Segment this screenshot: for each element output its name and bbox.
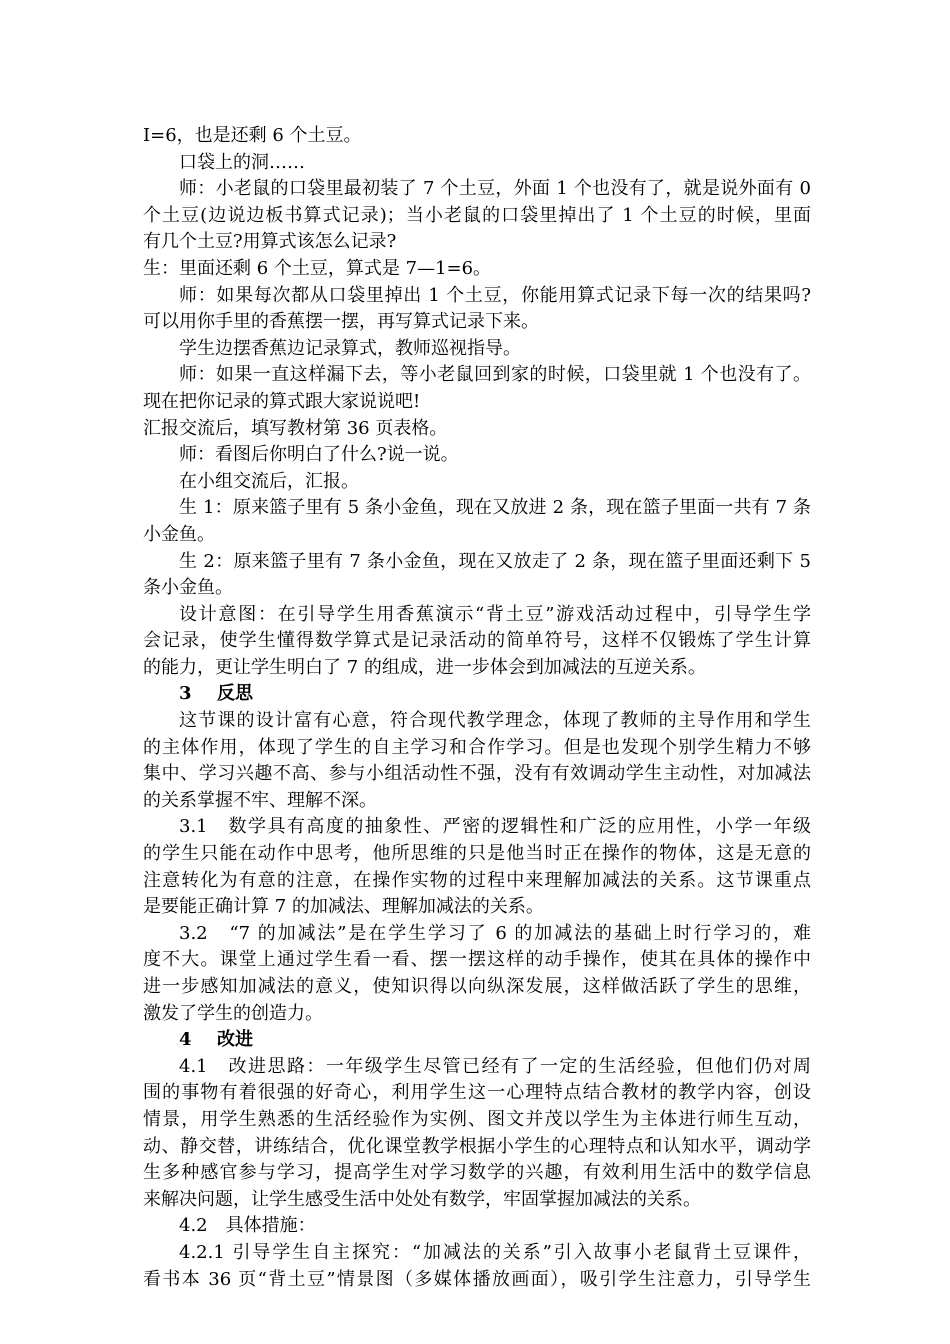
text-line: 生多种感官参与学习，提高学生对学习数学的兴趣，有效利用生活中的数学信息 (143, 1162, 811, 1184)
text-line: 注意转化为有意的注意，在操作实物的过程中来理解加减法的关系。这节课重点 (143, 869, 811, 891)
text-line: 4.1 改进思路：一年级学生尽管已经有了一定的生活经验，但他们仍对周 (179, 1055, 811, 1077)
text-line: 围的事物有着很强的好奇心，利用学生这一心理特点结合教材的教学内容，创设 (143, 1082, 811, 1104)
text-line: 现在把你记录的算式跟大家说说吧! (143, 390, 421, 412)
text-line: 的学生只能在动作中思考，他所思维的只是他当时正在操作的物体，这是无意的 (143, 843, 811, 865)
section-title: 改进 (217, 1029, 253, 1051)
text-line: 是要能正确计算 7 的加减法、理解加减法的关系。 (143, 896, 544, 918)
section-heading-4 (143, 1027, 811, 1054)
section-heading-3 (143, 681, 811, 708)
text-line: 生 2：原来篮子里有 7 条小金鱼，现在又放走了 2 条，现在篮子里面还剩下 5 (179, 550, 811, 572)
text-line: 来解决问题，让学生感受生活中处处有数学，牢固掌握加减法的关系。 (143, 1188, 701, 1210)
text-line: 情景，用学生熟悉的生活经验作为实例、图文并茂以学生为主体进行师生互动， (143, 1108, 811, 1130)
text-line: I=6，也是还剩 6 个土豆。 (143, 125, 362, 146)
text-line: 口袋上的洞…… (179, 151, 305, 173)
text-line: 3.2 “7 的加减法”是在学生学习了 6 的加减法的基础上时行学习的，难 (179, 922, 811, 944)
text-line: 设计意图：在引导学生用香蕉演示“背土豆”游戏活动过程中，引导学生学 (179, 603, 811, 625)
text-line: 动、静交替，讲练结合，优化课堂教学根据小学生的心理特点和认知水平，调动学 (143, 1135, 811, 1157)
text-line: 看书本 36 页“背土豆”情景图（多媒体播放画面），吸引学生注意力，引导学生 (143, 1268, 811, 1290)
text-line: 有几个土豆?用算式该怎么记录? (143, 231, 397, 253)
text-line: 的主体作用，体现了学生的自主学习和合作学习。但是也发现个别学生精力不够 (143, 736, 811, 758)
text-line: 度不大。课堂上通过学生看一看、摆一摆这样的动手操作，使其在具体的操作中 (143, 949, 811, 971)
text-line: 会记录，使学生懂得数学算式是记录活动的简单符号，这样不仅锻炼了学生计算 (143, 630, 811, 652)
text-line: 学生边摆香蕉边记录算式，教师巡视指导。 (179, 337, 521, 359)
text-line: 这节课的设计富有心意，符合现代教学理念，体现了教师的主导作用和学生 (179, 710, 811, 732)
text-line: 条小金鱼。 (143, 577, 233, 599)
text-line: 集中、学习兴趣不高、参与小组活动性不强，没有有效调动学生主动性，对加减法 (143, 763, 811, 785)
text-line: 可以用你手里的香蕉摆一摆，再写算式记录下来。 (143, 311, 539, 333)
text-line: 生：里面还剩 6 个土豆，算式是 7—1=6。 (143, 257, 492, 279)
section-title: 反思 (217, 683, 253, 705)
text-line: 个土豆(边说边板书算式记录)；当小老鼠的口袋里掉出了 1 个土豆的时候，里面 (143, 204, 811, 226)
text-line: 师：如果一直这样漏下去，等小老鼠回到家的时候，口袋里就 1 个也没有了。 (179, 364, 811, 386)
text-line: 在小组交流后，汇报。 (179, 470, 359, 492)
text-line: 进一步感知加减法的意义，使知识得以向纵深发展，这样做活跃了学生的思维， (143, 976, 811, 997)
text-line: 师：看图后你明白了什么?说一说。 (179, 444, 459, 466)
text-line: 的能力，更让学生明白了 7 的组成，进一步体会到加减法的互逆关系。 (143, 656, 706, 678)
text-line: 的关系掌握不牢、理解不深。 (143, 789, 377, 811)
text-line: 激发了学生的创造力。 (143, 1002, 323, 1024)
text-line: 3.1 数学具有高度的抽象性、严密的逻辑性和广泛的应用性，小学一年级 (179, 816, 811, 838)
text-line: 师：如果每次都从口袋里掉出 1 个土豆，你能用算式记录下每一次的结果吗? (179, 284, 811, 306)
text-line: 小金鱼。 (143, 523, 215, 545)
text-line: 师：小老鼠的口袋里最初装了 7 个土豆，外面 1 个也没有了，就是说外面有 0 (179, 178, 811, 200)
text-line: 生 1：原来篮子里有 5 条小金鱼，现在又放进 2 条，现在篮子里面一共有 7 条 (179, 497, 811, 519)
text-line: 4.2 具体措施： (179, 1215, 316, 1237)
section-number: 3 (179, 683, 192, 705)
text-line: 汇报交流后，填写教材第 36 页表格。 (143, 417, 448, 439)
document-body (143, 123, 811, 1293)
section-number: 4 (179, 1029, 192, 1051)
text-line: 4.2.1 引导学生自主探究：“加减法的关系”引入故事小老鼠背土豆课件， (179, 1241, 811, 1263)
